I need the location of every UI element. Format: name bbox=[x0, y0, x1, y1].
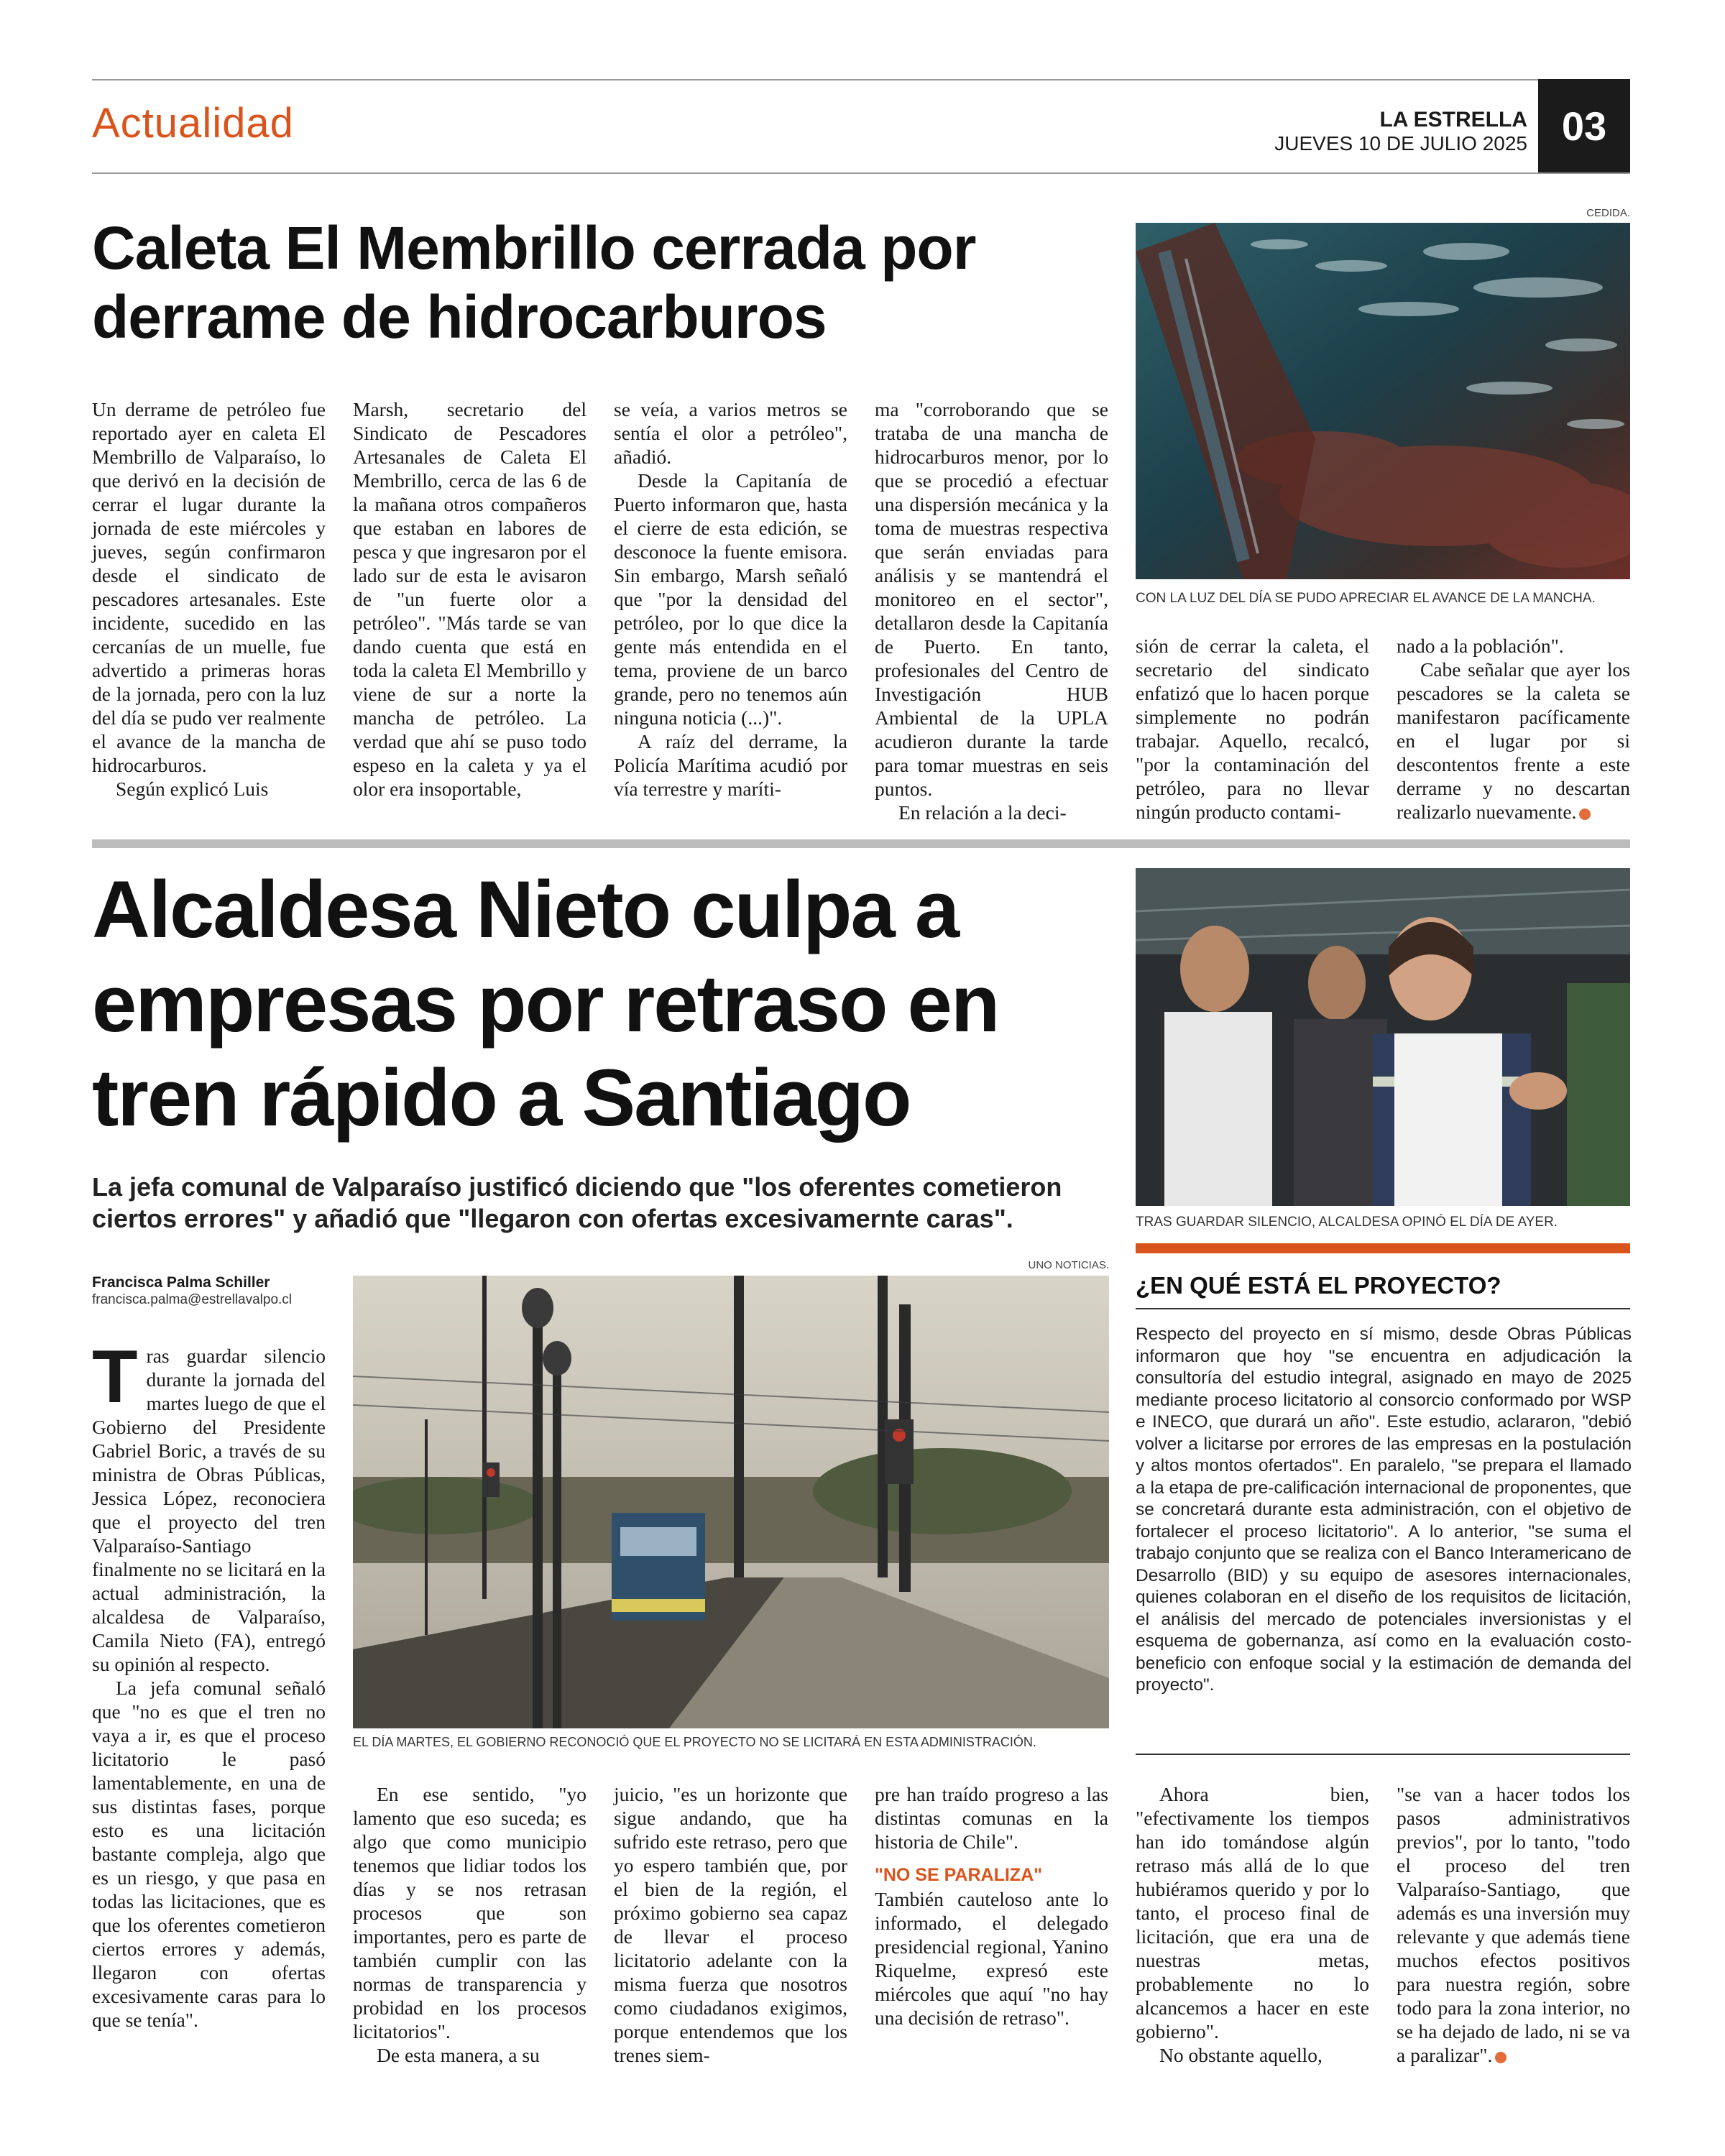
sidebar-box-text: Respecto del proyecto en sí mismo, desde Obras Públicas informaron que hoy "se encuentra en adjudicación la consultoría del estudio integral, asignado en mayo de 2025 mediante proceso licitatorio al consorcio conformado por WSP e INECO, que durará un año". Este estudio, aclararon, "debió volver a licitarse por errores de las empresas en la postulación y altos montos ofertados". En paralelo, "se prepara el llamado a la etapa de pre-calificación internacional de proponentes, que se concretará durante esta administración, con el objetivo de fortalecer el proceso licitatorio". A lo anterior, "se suma el trabajo conjunto que se realiza con el Banco Interamericano de Desarrollo (BID) y su equipo de asesores internacionales, quienes colaboran en el diseño de los requisitos de licitación, el análisis del mercado de potenciales inversionistas y el esquema de gobernanza, así como en la evaluación costo-beneficio con enfoque social y la estimación de demanda del proyecto". bbox=[1136, 1325, 1632, 1695]
story2-column-4 bbox=[875, 1782, 1108, 2030]
story1-col6-para2-text: Cabe señalar que ayer los pescadores se la caleta se manifestaron pacíficamente en el lugar por si descontentos frente a este derrame y no descartan realizarlo nuevamente. bbox=[1397, 658, 1630, 823]
story1-column-2 bbox=[353, 397, 586, 801]
story1-col1-para1: Un derrame de petróleo fue reportado ayer en caleta El Membrillo de Valparaíso, lo que derivó en la decisión de cerrar el lugar durante la jornada de este miércoles y jueves, según confirmaron desde el sindicato de pescadores artesanales. Este incidente, sucedido en las cercanías de un muelle, fue advertido a primeras horas de la jornada, pero con la luz del día se pudo ver realmente el avance de la mancha de hidrocarburos. bbox=[92, 398, 326, 776]
publication-date: JUEVES 10 DE JULIO 2025 bbox=[1274, 132, 1527, 155]
top-rule bbox=[92, 79, 1630, 80]
story1-column-4 bbox=[875, 397, 1108, 824]
story2-col6-para1-text: "se van a hacer todos los pasos administrativos previos", por lo tanto, "todo el proceso del tren Valparaíso-Santiago, que además es una inversión muy relevante y que además tiene muchos efectos positivos para nuestra región, sobre todo para la zona interior, no se ha dejado de lado, ni se va a paralizar". bbox=[1397, 1783, 1630, 2066]
story1-column-1 bbox=[92, 397, 326, 801]
story2-deck: La jefa comunal de Valparaíso justificó diciendo que "los oferentes cometieron ciertos errores" y añadió que "llegaron con ofertas excesivamernte caras". bbox=[92, 1172, 1062, 1233]
newspaper-name: LA ESTRELLA bbox=[1379, 108, 1527, 132]
story1-col3-para3: A raíz del derrame, la Policía Marítima acudió por vía terrestre y maríti- bbox=[614, 730, 847, 800]
story2-column-5 bbox=[1136, 1782, 1369, 2067]
story2-col5-para2: No obstante aquello, bbox=[1159, 2044, 1322, 2066]
story1-col3-para2: Desde la Capitanía de Puerto informaron que, hasta el cierre de esta edición, se desconoce la fuente emisora. Sin embargo, Marsh señaló que "por la densidad del petróleo, por lo que dice la gente más entendida en el tema, proviene de un barco grande, pero no tenemos aún ninguna noticia (...)". bbox=[614, 469, 847, 729]
mayor-photo bbox=[1136, 868, 1630, 1206]
story2-col2-para2: De esta manera, a su bbox=[377, 2044, 540, 2066]
story-divider bbox=[92, 839, 1630, 848]
story2-column-3 bbox=[614, 1782, 847, 2067]
oil-spill-photo bbox=[1136, 223, 1630, 579]
story2-photo2-credit: UNO NOTICIAS. bbox=[1028, 1259, 1109, 1271]
story2-col5-para1: Ahora bien, "efectivamente los tiempos han ido tomándose algún retraso más allá de lo que hubiéramos querido y por lo tanto, el proceso final de licitación, que era una de nuestras metas, probablemente no lo alcancemos a hacer en este gobierno". bbox=[1136, 1783, 1369, 2042]
story2-col3-para1: juicio, "es un horizonte que sigue andando, que ha sufrido este retraso, pero que yo espero también que, por el bien de la región, el próximo gobierno sea capaz de llevar el proceso licitatorio adelante con la misma fuerza que nosotros como ciudadanos exigimos, porque entendemos que los trenes siem- bbox=[614, 1783, 847, 2066]
author-name: Francisca Palma Schiller bbox=[92, 1274, 270, 1291]
story1-column-6 bbox=[1397, 634, 1630, 824]
story1-col4-para2: En relación a la deci- bbox=[898, 801, 1067, 824]
story2-col2-para1: En ese sentido, "yo lamento que eso suceda; es algo que como municipio tenemos que lidiar todos los días y se nos retrasan procesos que son importantes, pero es parte de también cumplir con las normas de transparencia y probidad en los procesos licitatorios". bbox=[353, 1783, 586, 2042]
story2-col1-para1-text: ras guardar silencio durante la jornada del martes luego de que el Gobierno del Presidente Gabriel Boric, a través de su ministra de Obras Públicas, Jessica López, reconociera que el proyecto del tren Valparaíso-Santiago finalmente no se licitará en la actual administración, la alcaldesa de Valparaíso, Camila Nieto (FA), entregó su opinión al respecto. bbox=[92, 1345, 326, 1675]
author-email: francisca.palma@estrellavalpo.cl bbox=[92, 1292, 293, 1307]
story1-headline: Caleta El Membrillo cerrada por derrame de hidrocarburos bbox=[92, 214, 976, 351]
story2-col6-para1 bbox=[1397, 1782, 1630, 2067]
story1-column-3 bbox=[614, 397, 847, 801]
story2-photo1-caption: TRAS GUARDAR SILENCIO, ALCALDESA OPINÓ EL DÍA DE AYER. bbox=[1136, 1215, 1558, 1230]
story1-col4-para1: ma "corroborando que se trataba de una mancha de hidrocarburos menor, por lo que se procedió a efectuar una dispersión mecánica y la toma de muestras respectiva que serán enviadas para análisis y se mantendrá el monitoreo en el sector", detallaron desde la Capitanía de Puerto. En tanto, profesionales del Centro de Investigación HUB Ambiental de la UPLA acudieron durante la tarde para tomar muestras en seis puntos. bbox=[875, 398, 1108, 800]
end-of-article-icon bbox=[1495, 2052, 1506, 2063]
story2-col4-para2: También cauteloso ante lo informado, el delegado presidencial regional, Yanino Riquelme, expresó este miércoles que aquí "no hay una decisión de retraso". bbox=[875, 1888, 1108, 2029]
story1-col6-para2 bbox=[1397, 658, 1630, 824]
end-of-article-icon bbox=[1579, 808, 1591, 820]
sidebar-bottom-rule bbox=[1136, 1754, 1630, 1755]
story2-column-1 bbox=[92, 1335, 326, 2032]
train-station-photo bbox=[353, 1276, 1109, 1728]
drop-cap: T bbox=[92, 1335, 138, 1419]
story1-col5-para1: sión de cerrar la caleta, el secretario del sindicato enfatizó que lo hacen porque simplemente no podrán trabajar. Aquello, recalcó, "por la contaminación del petróleo, para no llevar ningún producto contami- bbox=[1136, 635, 1369, 823]
story1-photo-caption: CON LA LUZ DEL DÍA SE PUDO APRECIAR EL AVANCE DE LA MANCHA. bbox=[1136, 591, 1596, 606]
story2-column-6 bbox=[1397, 1782, 1630, 2067]
story1-col2-para1: Marsh, secretario del Sindicato de Pescadores Artesanales de Caleta El Membrillo, cerca de las 6 de la mañana otros compañeros que estaban en labores de pesca y que ingresaron por el lado sur de esta le avisaron de "un fuerte olor a petróleo". "Más tarde se van dando cuenta que está en toda la caleta El Membrillo y viene de sur a norte la mancha de petróleo. La verdad que ahí se puso todo espeso en la caleta y ya el olor era insoportable, bbox=[353, 398, 586, 800]
header-rule bbox=[92, 172, 1630, 174]
box-accent-bar bbox=[1136, 1243, 1630, 1253]
story1-col3-para1: se veía, a varios metros se sentía el olor a petróleo", añadió. bbox=[614, 398, 847, 468]
sidebar-box-title: ¿EN QUÉ ESTÁ EL PROYECTO? bbox=[1136, 1272, 1501, 1299]
story2-col4-para1: pre han traído progreso a las distintas comunas en la historia de Chile". bbox=[875, 1783, 1108, 1853]
sidebar-title-rule bbox=[1136, 1308, 1630, 1309]
story1-col6-para1: nado a la población". bbox=[1397, 635, 1564, 657]
story2-headline: Alcaldesa Nieto culpa a empresas por retraso en tren rápido a Santiago bbox=[92, 865, 999, 1143]
page-number: 03 bbox=[1538, 79, 1630, 172]
story2-photo2-caption: EL DÍA MARTES, EL GOBIERNO RECONOCIÓ QUE EL PROYECTO NO SE LICITARÁ EN ESTA ADMINISTRACIÓN. bbox=[353, 1735, 1036, 1749]
story2-col1-para2: La jefa comunal señaló que "no es que el tren no vaya a ir, es que el proceso licitatorio le pasó lamentablemente, en una de sus distintas fases, porque esto es una licitación bastante compleja, algo que es un riesgo, y que pasa en todas las licitaciones, que es que los oferentes cometieron ciertos errores y además, llegaron con ofertas excesivamente caras para lo que se tenía". bbox=[92, 1677, 326, 2031]
story1-column-5 bbox=[1136, 634, 1369, 824]
story2-col1-para1 bbox=[92, 1335, 326, 1676]
story2-subhead: "NO SE PARALIZA" bbox=[875, 1865, 1042, 1885]
story1-photo-credit: CEDIDA. bbox=[1586, 207, 1630, 219]
section-title: Actualidad bbox=[92, 100, 294, 147]
story2-column-2 bbox=[353, 1782, 586, 2067]
story1-col1-para2: Según explicó Luis bbox=[116, 778, 269, 800]
